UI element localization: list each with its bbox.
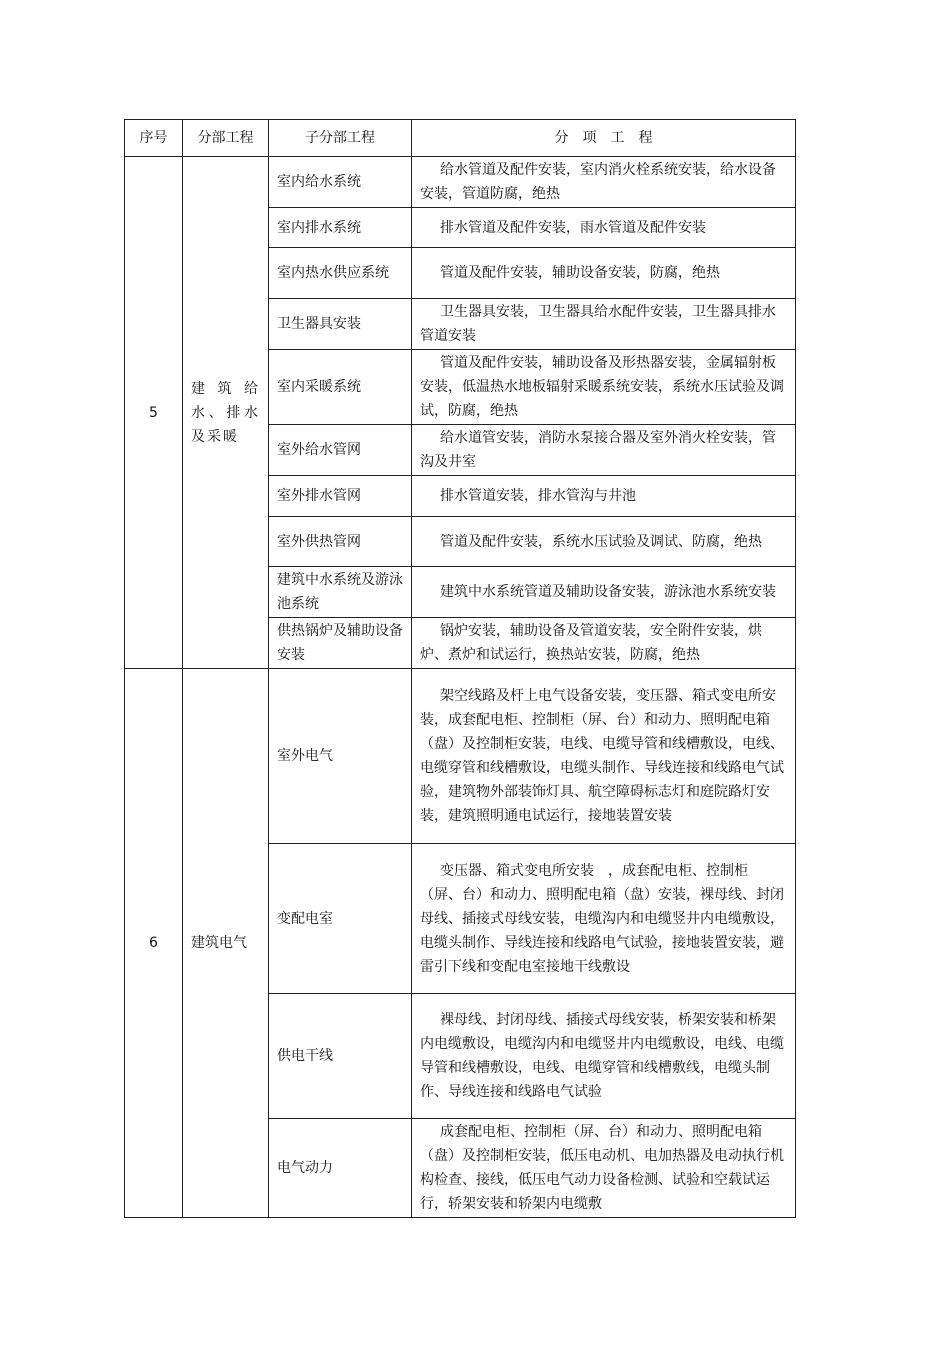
subdivision-cell: 室内采暖系统 <box>269 350 412 425</box>
items-cell <box>412 248 796 299</box>
subdivision-cell: 变配电室 <box>269 844 412 994</box>
subdivision-cell: 电气动力 <box>269 1119 412 1218</box>
subdivision-cell: 室外给水管网 <box>269 425 412 476</box>
items-cell <box>412 299 796 350</box>
items-text: 成套配电柜、控制柜（屏、台）和动力、照明配电箱（盘）及控制柜安装，低压电动机、电加热器及电动执行机构检查、接线，低压电气动力设备检测、试验和空载试运行，轿架安装和轿架内电缆敷 <box>420 1124 784 1212</box>
subdivision-cell: 室内给水系统 <box>269 157 412 208</box>
header-division: 分部工程 <box>183 120 269 157</box>
items-text: 卫生器具安装，卫生器具给水配件安装，卫生器具排水管道安装 <box>420 304 776 344</box>
subdivision-cell: 室外排水管网 <box>269 476 412 517</box>
items-text: 管道及配件安装，辅助设备及形热器安装，金属辐射板安装，低温热水地板辐射采暖系统安装，系统水压试验及调试，防腐，绝热 <box>420 355 784 419</box>
items-text: 给水管道及配件安装，室内消火栓系统安装，给水设备安装，管道防腐，绝热 <box>420 162 776 202</box>
items-text: 排水管道及配件安装，雨水管道及配件安装 <box>440 219 706 236</box>
items-cell <box>412 517 796 567</box>
division-cell: 建 筑 给水、排水及采暖 <box>183 157 269 669</box>
subdivision-cell: 室外电气 <box>269 669 412 844</box>
items-cell <box>412 1119 796 1218</box>
items-text: 锅炉安装，辅助设备及管道安装，安全附件安装，烘炉、煮炉和试运行，换热站安装，防腐，绝热 <box>420 623 762 663</box>
subdivision-cell: 供电干线 <box>269 994 412 1119</box>
table-row <box>125 669 796 844</box>
subdivision-cell: 供热锅炉及辅助设备安装 <box>269 618 412 669</box>
items-text: 管道及配件安装，辅助设备安装，防腐，绝热 <box>440 265 720 281</box>
items-text: 给水道管安装，消防水泵接合器及室外消火栓安装，管沟及井室 <box>420 430 776 470</box>
seq-cell: 6 <box>125 669 183 1218</box>
subdivision-cell: 室内热水供应系统 <box>269 248 412 299</box>
items-cell <box>412 669 796 844</box>
items-text: 架空线路及杆上电气设备安装，变压器、箱式变电所安装，成套配电柜、控制柜（屏、台）和动力、照明配电箱（盘）及控制柜安装，电线、电缆导管和线槽敷设，电线、电缆穿管和线槽敷设，电缆头制作、导线连接和线路电气试验，建筑物外部装饰灯具、航空障碍标志灯和庭院路灯安装，建筑照明通电试运行，接地装置安装 <box>420 688 784 824</box>
items-text: 裸母线、封闭母线、插接式母线安装，桥架安装和桥架内电缆敷设，电缆沟内和电缆竖井内电缆敷设，电线、电缆导管和线槽敷设，电线、电缆穿管和线槽敷线，电缆头制作、导线连接和线路电气试验 <box>420 1012 784 1100</box>
header-items: 分 项 工 程 <box>412 120 796 157</box>
items-cell <box>412 567 796 618</box>
items-text: 管道及配件安装，系统水压试验及调试、防腐，绝热 <box>440 533 762 550</box>
seq-cell: 5 <box>125 157 183 669</box>
subdivision-cell: 室外供热管网 <box>269 517 412 567</box>
subdivision-cell: 建筑中水系统及游泳池系统 <box>269 567 412 618</box>
header-subdivision: 子分部工程 <box>269 120 412 157</box>
subdivision-cell: 室内排水系统 <box>269 208 412 248</box>
items-cell <box>412 208 796 248</box>
project-division-table <box>124 119 796 1218</box>
division-cell: 建筑电气 <box>183 669 269 1218</box>
items-cell <box>412 618 796 669</box>
items-cell <box>412 350 796 425</box>
table-header-row <box>125 120 796 157</box>
items-cell <box>412 844 796 994</box>
subdivision-cell: 卫生器具安装 <box>269 299 412 350</box>
header-seq: 序号 <box>125 120 183 157</box>
items-cell <box>412 425 796 476</box>
table-row <box>125 157 796 208</box>
items-cell <box>412 157 796 208</box>
items-cell <box>412 476 796 517</box>
items-text: 建筑中水系统管道及辅助设备安装，游泳池水系统安装 <box>440 584 776 600</box>
items-text: 排水管道安装，排水管沟与井池 <box>440 488 636 504</box>
items-cell <box>412 994 796 1119</box>
items-text: 变压器、箱式变电所安装 ，成套配电柜、控制柜（屏、台）和动力、照明配电箱（盘）安装，裸母线、封闭母线、插接式母线安装，电缆沟内和电缆竖井内电缆敷设，电缆头制作、导线连接和线路电气试验，接地装置安装，避雷引下线和变配电室接地干线敷设 <box>420 862 784 975</box>
